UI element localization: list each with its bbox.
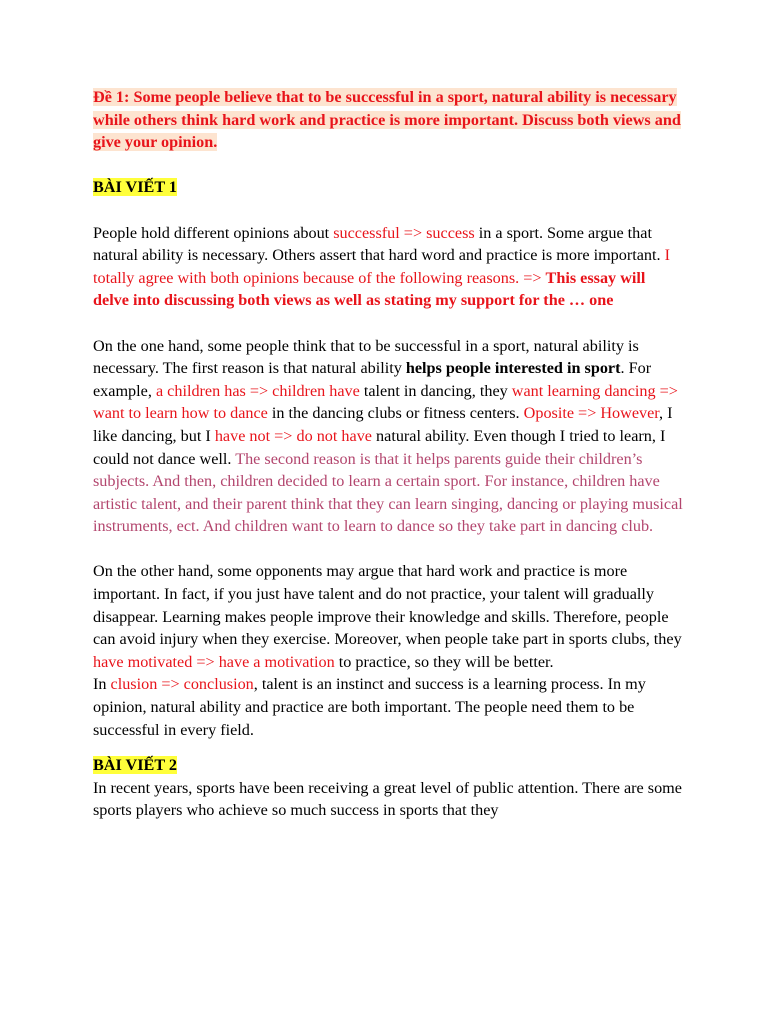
- heading-essay-2: [93, 754, 683, 777]
- heading-essay-2-highlight: BÀI VIẾT 2: [93, 756, 177, 775]
- text-segment: natural ability. Even though I tried to learn, I could not dance well.: [93, 426, 666, 468]
- correction-text: successful => success: [333, 223, 475, 242]
- paragraph-body-1: [93, 335, 683, 538]
- document-page: [93, 86, 683, 822]
- text-segment: in a sport. Some argue that natural ability is necessary. Others assert that hard word and practice is more important.: [93, 223, 665, 265]
- correction-text: Oposite => However: [523, 404, 660, 423]
- text-segment: . For example,: [93, 359, 652, 400]
- heading-essay-1: [93, 176, 683, 199]
- text-segment: On the one hand, some people think that to be successful in a sport, natural ability is necessary. The first reason is that natural ability: [93, 336, 639, 378]
- paragraph-essay-2: In recent years, sports have been receiving a great level of public attention. There are some sports players who achieve so much success in sports that they: [93, 778, 682, 820]
- text-segment: In: [93, 675, 111, 694]
- text-segment: People hold different opinions about: [93, 223, 334, 242]
- paragraph-intro: [93, 222, 683, 312]
- correction-text: I totally agree with both opinions because of the following reasons. =>: [93, 246, 671, 287]
- correction-text: have not => do not have: [214, 426, 372, 445]
- text-segment: talent in dancing, they: [359, 381, 512, 400]
- text-segment: On the other hand, some opponents may argue that hard work and practice is more important. In fact, if you just have talent and do not practice, your talent will gradually disappear. Learning makes people improve their knowledge and skills. Therefore, people can avoid injury when they exercise. Moreover, when people take part in sports clubs, they: [93, 562, 682, 649]
- paragraph-conclusion: [93, 673, 683, 741]
- bold-text: helps people interested in sport: [405, 359, 621, 378]
- text-segment: to practice, so they will be better.: [334, 652, 554, 671]
- correction-text-bold: This essay will delve into discussing both views as well as stating my support for the … one: [93, 268, 646, 310]
- correction-text: clusion => conclusion: [110, 675, 254, 694]
- paragraph-body-2: [93, 560, 683, 673]
- text-segment: , talent is an instinct and success is a learning process. In my opinion, natural ability and practice are both important. The people need them to be successful in every field.: [93, 675, 646, 739]
- comment-text: The second reason is that it helps parents guide their children’s subjects. And then, children decided to learn a certain sport. For instance, children have artistic talent, and their parent think that they can learn singing, dancing or playing musical instruments, ect. And children want to learn to dance so they take part in dancing club.: [93, 449, 683, 536]
- essay-prompt: [93, 86, 683, 154]
- heading-essay-1-highlight: BÀI VIẾT 1: [93, 178, 177, 197]
- correction-text: a children has => children have: [155, 381, 360, 400]
- correction-text: want learning dancing => want to learn how to dance: [93, 381, 678, 423]
- correction-text: have motivated => have a motivation: [93, 652, 335, 671]
- prompt-highlight: Đề 1: Some people believe that to be successful in a sport, natural ability is necessary while others think hard work and practice is more important. Discuss both views and give your opinion.: [93, 88, 681, 152]
- text-segment: in the dancing clubs or fitness centers.: [267, 404, 524, 423]
- text-segment: , I like dancing, but I: [93, 404, 673, 445]
